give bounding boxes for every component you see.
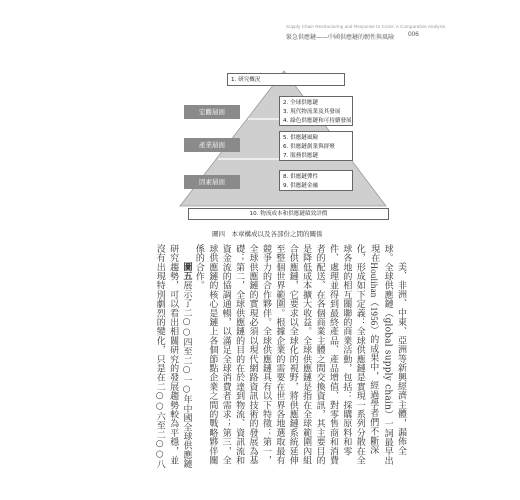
chapter-structure-diagram — [176, 69, 391, 220]
paragraph-2-text: 展示了二○○四至二○一○年中國全球供應鏈研究趨勢，可以看出相關研究的發展趨勢較為平穩，並沒有出現特別劇烈的變化，只是在二○○六至二○○八 — [154, 244, 192, 469]
paragraph-1 — [193, 244, 408, 470]
diagram-item-text: 5. 供應鏈風險 — [283, 135, 319, 141]
diagram-item-text: 4. 綠色供應鏈和可持續發展 — [283, 118, 352, 124]
diagram-item-top — [227, 73, 345, 86]
figure-caption: 圖四 本章構成以及各部份之間的關係 — [212, 230, 323, 238]
paragraph-1-prefix: 美、非洲、中東、亞洲等新興經濟主體，漏佈全球。全球供應鏈（global supply chain）一詞最早出現在 — [369, 244, 406, 466]
diagram-item-text: 6. 供應鏈創業與群聚 — [283, 144, 335, 150]
layer-label-macro: 宏觀層面 — [184, 105, 240, 119]
paragraph-1-rest: Houlihan（1956）的成果中，經過學者們不斷深化，形成如下定義：全球供應鏈是實現一系列分散在全球各地的相互關聯的商業活動，包括：採購原料和零件、處理並得到最終產品、產品增值、對零售商和消費者的配送、在各個商業主體之間交換資訊，其主要目的是降低成本擴大收益。全球供應鏈是指在全球範圍內組合供應鏈，它要求以全球化的視野，將供應鏈系統延伸至整個世界範圍。根據企業的需要在世界各地選取最有競爭力的合作夥伴。全球供應鏈具有以下特徵：第一，全球供應鏈的實現必須以現代網路資訊技術的發展為基礎；第二，全球供應鏈的目的在於達到物流、資訊流和資金流的協調通暢，以滿足全球消費者需求；第三，全球供應鏈的核心是鏈上各個節點企業之間的戰略夥伴關係的合作。 — [194, 244, 380, 465]
diagram-item-text: 2. 全球供應鏈 — [283, 100, 319, 106]
layer-label-factor: 因素層面 — [184, 175, 240, 189]
diagram-item-text: 9. 供應鏈金融 — [283, 183, 319, 189]
diagram-item-text: 3. 現代物流業及其發展 — [283, 109, 341, 115]
paragraph-2 — [152, 244, 192, 470]
diagram-items-factor — [279, 170, 353, 191]
page-number: 006 — [408, 31, 419, 38]
diagram-item-bottom: 10. 物流成本和供應鏈績效評價 — [188, 208, 389, 220]
diagram-items-macro — [279, 96, 353, 126]
diagram-item-text: 7. 服務供應鏈 — [283, 153, 319, 159]
diagram-items-industry — [279, 131, 353, 161]
diagram-item-text: 1. 研究概況 — [231, 77, 261, 83]
body-text-vertical — [145, 244, 407, 470]
layer-label-industry: 產業層面 — [184, 138, 240, 152]
diagram-item-text: 8. 供應鏈彈性 — [283, 174, 319, 180]
running-header-chinese: 緊急供應鏈——中國供應鏈的韌性與風險 — [286, 34, 395, 41]
running-header-english: Supply Chain Restructuring and Response to Crisis: A Comparative Analysis — [286, 24, 446, 29]
figure-reference: 圖五 — [181, 262, 192, 281]
